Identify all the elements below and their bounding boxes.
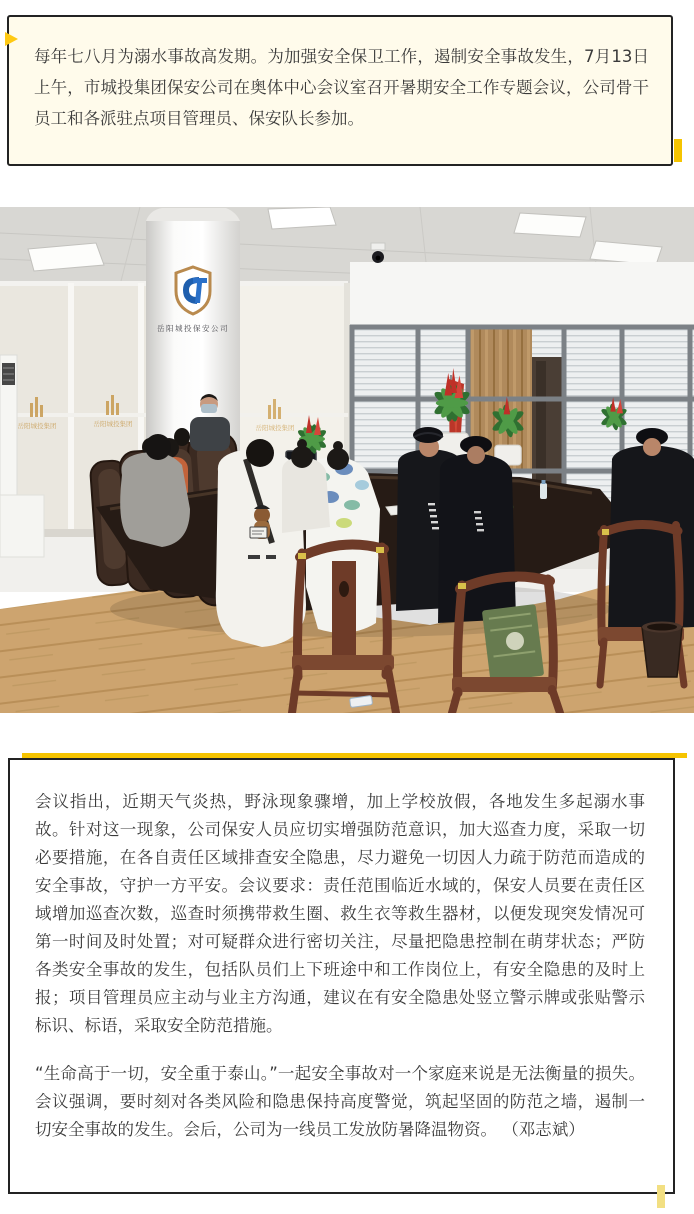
meeting-photo[interactable] <box>0 207 694 713</box>
guard-2 <box>438 436 516 623</box>
column-logo-text: 岳阳城投保安公司 <box>157 324 229 333</box>
equals-bar-bottom <box>678 139 682 162</box>
svg-text:岳阳城投集团: 岳阳城投集团 <box>255 424 295 432</box>
intro-card <box>7 15 673 166</box>
article-paragraph-1: 会议指出，近期天气炎热，野泳现象骤增，加上学校放假，各地发生多起溺水事故。针对这一现象，公司保安人员应切实增强防范意识，加大巡查力度，采取一切必要措施，在各自责任区域排查安全隐患，尽力避免一切因人力疏于防范而造成的安全事故，守护一方平安。会议要求：责任范围临近水域的，保安人员要在责任区域增加巡查次数，巡查时须携带救生圈、救生衣等救生器材，以便发现突发情况可第一时间及时处置；对可疑群众进行密切关注，尽量把隐患控制在萌芽状态；严防各类安全事故的发生，包括队员们上下班途中和工作岗位上，有安全隐患的及时上报；项目管理员应主动与业主方沟通，建议在有安全隐患处竖立警示牌或张贴警示标识、标语，采取安全防范措施。 <box>35 792 645 1035</box>
diamond-bottom <box>661 1185 665 1208</box>
intro-paragraph: 每年七八月为溺水事故高发期。为加强安全保卫工作，遏制安全事故发生，7月13日上午，市城投集团保安公司在奥体中心会议室召开暑期安全工作专题会议，公司骨干员工和各派驻点项目管理员、保安队长参加。 <box>34 47 649 128</box>
equals-accent-icon <box>674 141 682 160</box>
article-card <box>8 758 675 1194</box>
diamond-accent-icon <box>657 1187 681 1206</box>
svg-text:岳阳城投集团: 岳阳城投集团 <box>17 422 57 430</box>
trash-bin <box>642 622 682 678</box>
triangle-accent-icon <box>5 32 18 46</box>
article-paragraph-2: “生命高于一切，安全重于泰山。”一起安全事故对一个家庭来说是无法衡量的损失。会议强调，要时刻对各类风险和隐患保持高度警觉，筑起坚固的防范之墙，遏制一切安全事故的发生。会后，公司为一线员工发放防暑降温物资。 （邓志斌） <box>35 1064 645 1139</box>
svg-text:岳阳城投集团: 岳阳城投集团 <box>93 420 133 428</box>
